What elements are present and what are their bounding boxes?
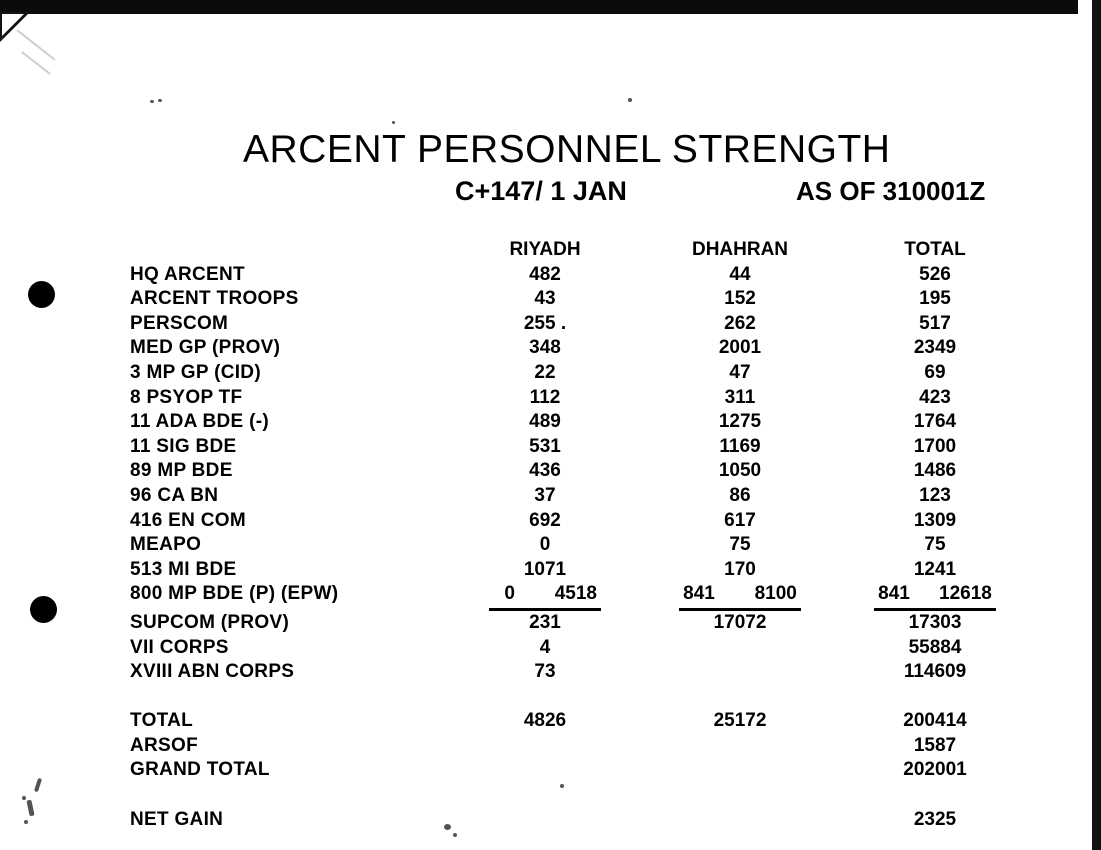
table-row [130, 410, 1030, 435]
scan-speck-7 [453, 833, 457, 837]
dhahran-running-total: 8100 [754, 583, 797, 605]
total-value: 1241 [913, 558, 957, 580]
column-header-unit [130, 238, 450, 263]
table-spacer-1 [130, 685, 1030, 710]
spacer-cell [450, 783, 640, 808]
total-value: 1486 [913, 460, 957, 482]
table-row [130, 361, 1030, 386]
row-label: XVIII ABN CORPS [130, 661, 295, 683]
riyadh-value: 4826 [523, 710, 567, 732]
dhahran-value: 44 [729, 263, 751, 285]
summary-row [130, 709, 1030, 734]
dhahran-value: 47 [729, 361, 751, 383]
riyadh-running-total: 4518 [554, 583, 597, 605]
riyadh-subtotal-group [489, 582, 601, 611]
table-row [130, 312, 1030, 337]
row-label: 89 MP BDE [130, 460, 233, 482]
total-value: 2325 [913, 808, 957, 830]
table-row [130, 386, 1030, 411]
riyadh-value [450, 734, 640, 759]
punch-hole-top [28, 281, 55, 308]
punch-hole-bottom [30, 596, 57, 623]
riyadh-value [450, 808, 640, 833]
dhahran-value: 25172 [713, 710, 767, 732]
row-label: 800 MP BDE (P) (EPW) [130, 583, 339, 605]
row-label: PERSCOM [130, 312, 229, 334]
total-value: 1587 [913, 734, 957, 756]
total-value: 123 [919, 484, 951, 506]
table-row [130, 611, 1030, 636]
table-row [130, 509, 1030, 534]
riyadh-value [450, 758, 640, 783]
riyadh-value: 531 [529, 435, 561, 457]
row-label: HQ ARCENT [130, 263, 245, 285]
table-header-row [130, 238, 1030, 263]
riyadh [450, 582, 640, 611]
table-row [130, 287, 1030, 312]
spacer-cell [450, 685, 640, 710]
riyadh-value: 1071 [523, 558, 567, 580]
column-header-total: TOTAL [904, 239, 966, 260]
scan-speck-3 [628, 98, 632, 102]
dhahran-value: 262 [724, 312, 756, 334]
dhahran-value: 617 [724, 509, 756, 531]
row-label: NET GAIN [130, 808, 224, 830]
dhahran-value: 1275 [718, 411, 762, 433]
riyadh-value: 348 [529, 337, 561, 359]
total-value: 17303 [908, 611, 962, 633]
total-value: 114609 [903, 661, 967, 683]
table-row [130, 484, 1030, 509]
scan-speck-1 [150, 100, 154, 103]
table-row [130, 336, 1030, 361]
scan-speck-4 [392, 121, 395, 124]
row-label: 513 MI BDE [130, 558, 237, 580]
riyadh-value: 436 [529, 460, 561, 482]
riyadh-value: 4 [539, 636, 551, 658]
dhahran-value [640, 734, 840, 759]
dhahran-value: 75 [729, 534, 751, 556]
total-value: 2349 [913, 337, 957, 359]
scan-edge-right-inner [1078, 0, 1092, 850]
as-of-timestamp: AS OF 310001Z [796, 176, 986, 206]
report-period: C+147/ 1 JAN [455, 176, 627, 206]
total-value: 1309 [913, 509, 957, 531]
dhahran-value: 152 [724, 288, 756, 310]
riyadh-value: 692 [529, 509, 561, 531]
page-title: ARCENT PERSONNEL STRENGTH [243, 128, 891, 171]
dhahran-value: 17072 [713, 611, 767, 633]
total-value: 423 [919, 386, 951, 408]
riyadh-value: 22 [534, 361, 556, 383]
dhahran [640, 582, 840, 611]
personnel-strength-table [130, 238, 1030, 832]
spacer-cell [130, 783, 450, 808]
subtitle-row [455, 176, 1045, 207]
net-gain-row [130, 808, 1030, 833]
table-row [130, 582, 1030, 611]
row-label: 416 EN COM [130, 509, 246, 531]
scan-scratch-1 [16, 29, 55, 60]
row-label: 11 SIG BDE [130, 435, 237, 457]
row-label: MEAPO [130, 534, 202, 556]
total [840, 582, 1030, 611]
row-label: 8 PSYOP TF [130, 386, 243, 408]
scan-mark-3 [22, 796, 26, 800]
riyadh-value: 112 [529, 386, 561, 408]
spacer-cell [840, 783, 1030, 808]
riyadh-value: 43 [534, 288, 556, 310]
row-label: MED GP (PROV) [130, 337, 281, 359]
scan-edge-right [1092, 0, 1101, 850]
spacer-cell [640, 685, 840, 710]
row-label: 96 CA BN [130, 484, 219, 506]
table-row [130, 263, 1030, 288]
total-value: 1700 [913, 435, 957, 457]
table-row [130, 558, 1030, 583]
row-label: ARSOF [130, 734, 198, 756]
column-header-riyadh: RIYADH [509, 239, 581, 260]
scan-edge-top [0, 0, 1078, 14]
row-label: TOTAL [130, 710, 194, 732]
riyadh-value: 0 [539, 534, 551, 556]
dhahran-value: 2001 [718, 337, 762, 359]
total-value: 202001 [903, 759, 967, 781]
spacer-cell [130, 685, 450, 710]
total-value: 55884 [908, 636, 962, 658]
table-row [130, 459, 1030, 484]
riyadh-value: 37 [534, 484, 556, 506]
column-header-dhahran: DHAHRAN [691, 239, 789, 260]
scan-mark-1 [34, 778, 42, 793]
total-value: 75 [924, 534, 946, 556]
riyadh-value: 482 [529, 263, 561, 285]
summary-row [130, 758, 1030, 783]
total-value: 841 [878, 583, 910, 605]
total-subtotal-group [874, 582, 996, 611]
spacer-cell [840, 685, 1030, 710]
table-row [130, 435, 1030, 460]
table-row [130, 533, 1030, 558]
dhahran-value [640, 636, 840, 661]
total-value: 517 [919, 312, 951, 334]
dhahran-value [640, 660, 840, 685]
scan-speck-2 [158, 99, 162, 102]
row-label: ARCENT TROOPS [130, 288, 299, 310]
riyadh-value: 231 [529, 611, 561, 633]
total-value: 526 [919, 263, 951, 285]
spacer-cell [640, 783, 840, 808]
total-running-total: 12618 [939, 583, 992, 605]
dhahran-value: 1050 [718, 460, 762, 482]
table-row [130, 660, 1030, 685]
dhahran-value [640, 808, 840, 833]
table-row [130, 636, 1030, 661]
riyadh-value: 73 [534, 661, 556, 683]
riyadh-value: 0 [504, 583, 515, 605]
row-label: 3 MP GP (CID) [130, 361, 261, 383]
table-body [130, 263, 1030, 833]
dhahran-value: 841 [683, 583, 715, 605]
dhahran-subtotal-group [679, 582, 801, 611]
total-value: 1764 [913, 411, 957, 433]
riyadh-value: 489 [529, 411, 561, 433]
dhahran-value: 170 [724, 558, 756, 580]
dhahran-value: 311 [724, 386, 756, 408]
total-value: 200414 [903, 710, 967, 732]
row-label: VII CORPS [130, 636, 229, 658]
row-label: 11 ADA BDE (-) [130, 411, 269, 433]
row-label: SUPCOM (PROV) [130, 611, 290, 633]
dhahran-value: 1169 [719, 435, 761, 457]
summary-row [130, 734, 1030, 759]
total-value: 195 [919, 288, 951, 310]
total-value: 69 [924, 361, 946, 383]
table-header [130, 238, 1030, 263]
dhahran-value [640, 758, 840, 783]
scan-mark-2 [26, 800, 34, 817]
riyadh-value: 255 . [523, 312, 567, 334]
scan-mark-4 [24, 820, 28, 824]
dhahran-value: 86 [729, 484, 751, 506]
row-label: GRAND TOTAL [130, 759, 270, 781]
table-spacer-2 [130, 783, 1030, 808]
